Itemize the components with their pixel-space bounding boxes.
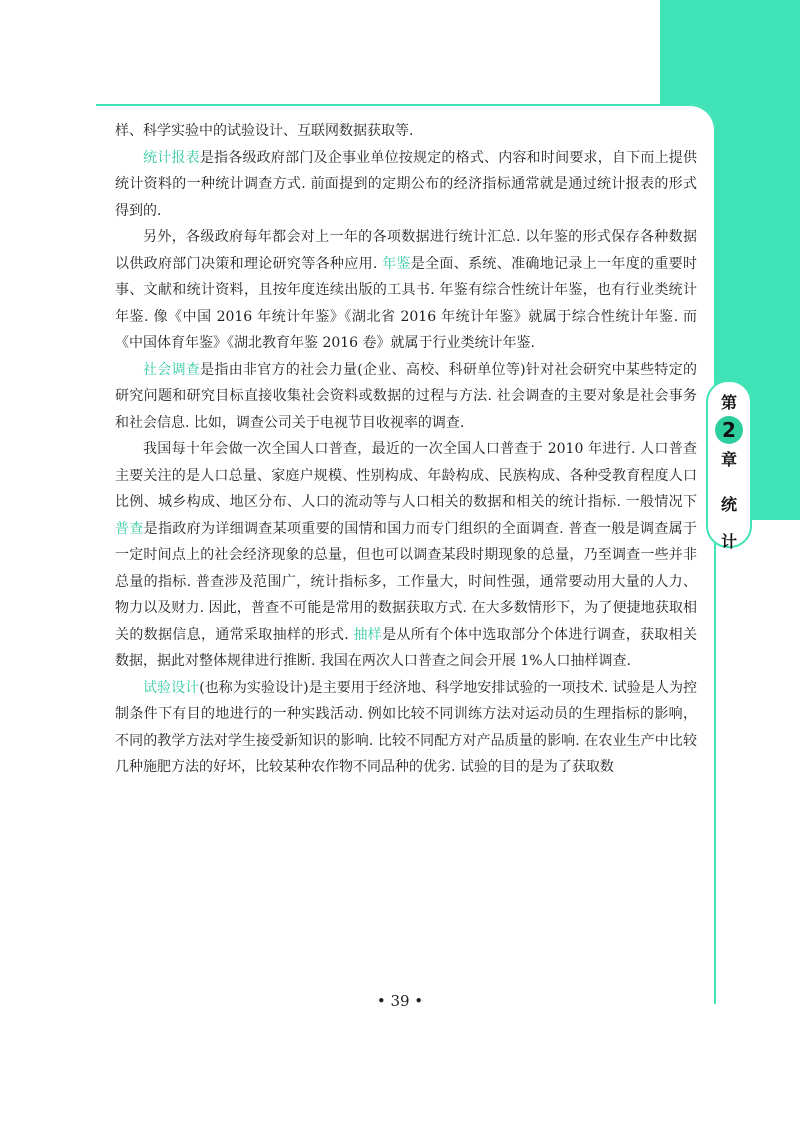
key-term: 试验设计	[143, 679, 200, 696]
chapter-suffix: 章	[720, 450, 737, 469]
body-text	[115, 118, 697, 781]
text-segment: 是指由非官方的社会力量(企业、高校、科研单位等)针对社会研究中某些特定的研究问题和研究目标直接收集社会资料或数据的过程与方法. 社会调查的主要对象是社会事务和社会信息. 比如，调查公司关于电视节目收视率的调查.	[115, 361, 698, 431]
text-segment: 是指政府为详细调查某项重要的国情和国力而专门组织的全面调查. 普查一般是调查属于一定时间点上的社会经济现象的总量，但也可以调查某段时期现象的总量，乃至调查一些并非总量的指标. 普查涉及范围广，统计指标多，工作量大，时间性强，通常要动用大量的人力、物力以及财力. 因此，普查不可能是常用的数据获取方式. 在大多数情形下，为了便捷地获取相关的数据信息，通常采取抽样的形式.	[115, 520, 697, 643]
text-segment: 样、科学实验中的试验设计、互联网数据获取等.	[115, 123, 414, 139]
text-segment: 是指各级政府部门及企事业单位按规定的格式、内容和时间要求，自下而上提供统计资料的一种统计调查方式. 前面提到的定期公布的经济指标通常就是通过统计报表的形式得到的.	[115, 149, 697, 219]
text-segment: 是全面、系统、准确地记录上一年度的重要时事、文献和统计资料，且按年度连续出版的工具书. 年鉴有综合性统计年鉴，也有行业类统计年鉴. 像《中国 2016 年统计年鉴》《湖北省 2016 年统计年鉴》就属于综合性统计年鉴. 而《中国体育年鉴》《湖北教育年鉴 2016 卷》就属于行业类统计年鉴.	[115, 255, 697, 351]
key-term: 统计报表	[143, 149, 200, 166]
paragraph	[115, 675, 697, 781]
paragraph	[115, 118, 697, 145]
chapter-title-char-1: 统	[720, 495, 737, 514]
key-term: 抽样	[353, 626, 383, 643]
key-term: 社会调查	[143, 361, 201, 378]
text-segment: 是从所有个体中选取部分个体进行调查，获取相关数据，据此对整体规律进行推断. 我国在两次人口普查之间会开展 1%人口抽样调查.	[115, 626, 697, 669]
chapter-prefix: 第	[720, 393, 737, 412]
key-term: 普查	[115, 520, 144, 537]
text-segment: (也称为实验设计)是主要用于经济地、科学地安排试验的一项技术. 试验是人为控制条件下有目的地进行的一种实践活动. 例如比较不同训练方法对运动员的生理指标的影响，不同的教学方法对学生接受新知识的影响. 比较不同配方对产品质量的影响. 在农业生产中比较几种施肥方法的好坏，比较某种农作物不同品种的优劣. 试验的目的是为了获取数	[115, 679, 697, 775]
paragraph	[115, 436, 697, 675]
text-segment: 另外，各级政府每年都会对上一年的各项数据进行统计汇总. 以年鉴的形式保存各种数据以供政府部门决策和理论研究等各种应用.	[115, 229, 697, 272]
key-term: 年鉴	[382, 255, 411, 272]
chapter-number-badge: 2	[715, 416, 743, 444]
page-number: • 39 •	[376, 992, 424, 1010]
chapter-title-char-2: 计	[720, 532, 737, 551]
chapter-tab[interactable]	[706, 380, 752, 551]
paragraph	[115, 145, 697, 225]
text-segment: 我国每十年会做一次全国人口普查，最近的一次全国人口普查于 2010 年进行. 人口普查主要关注的是人口总量、家庭户规模、性别构成、年龄构成、民族构成、各种受教育程度人口比例、城乡构成、地区分布、人口的流动等与人口相关的数据和相关的统计指标. 一般情况下	[115, 441, 697, 510]
paragraph	[115, 357, 697, 437]
paragraph	[115, 224, 697, 357]
